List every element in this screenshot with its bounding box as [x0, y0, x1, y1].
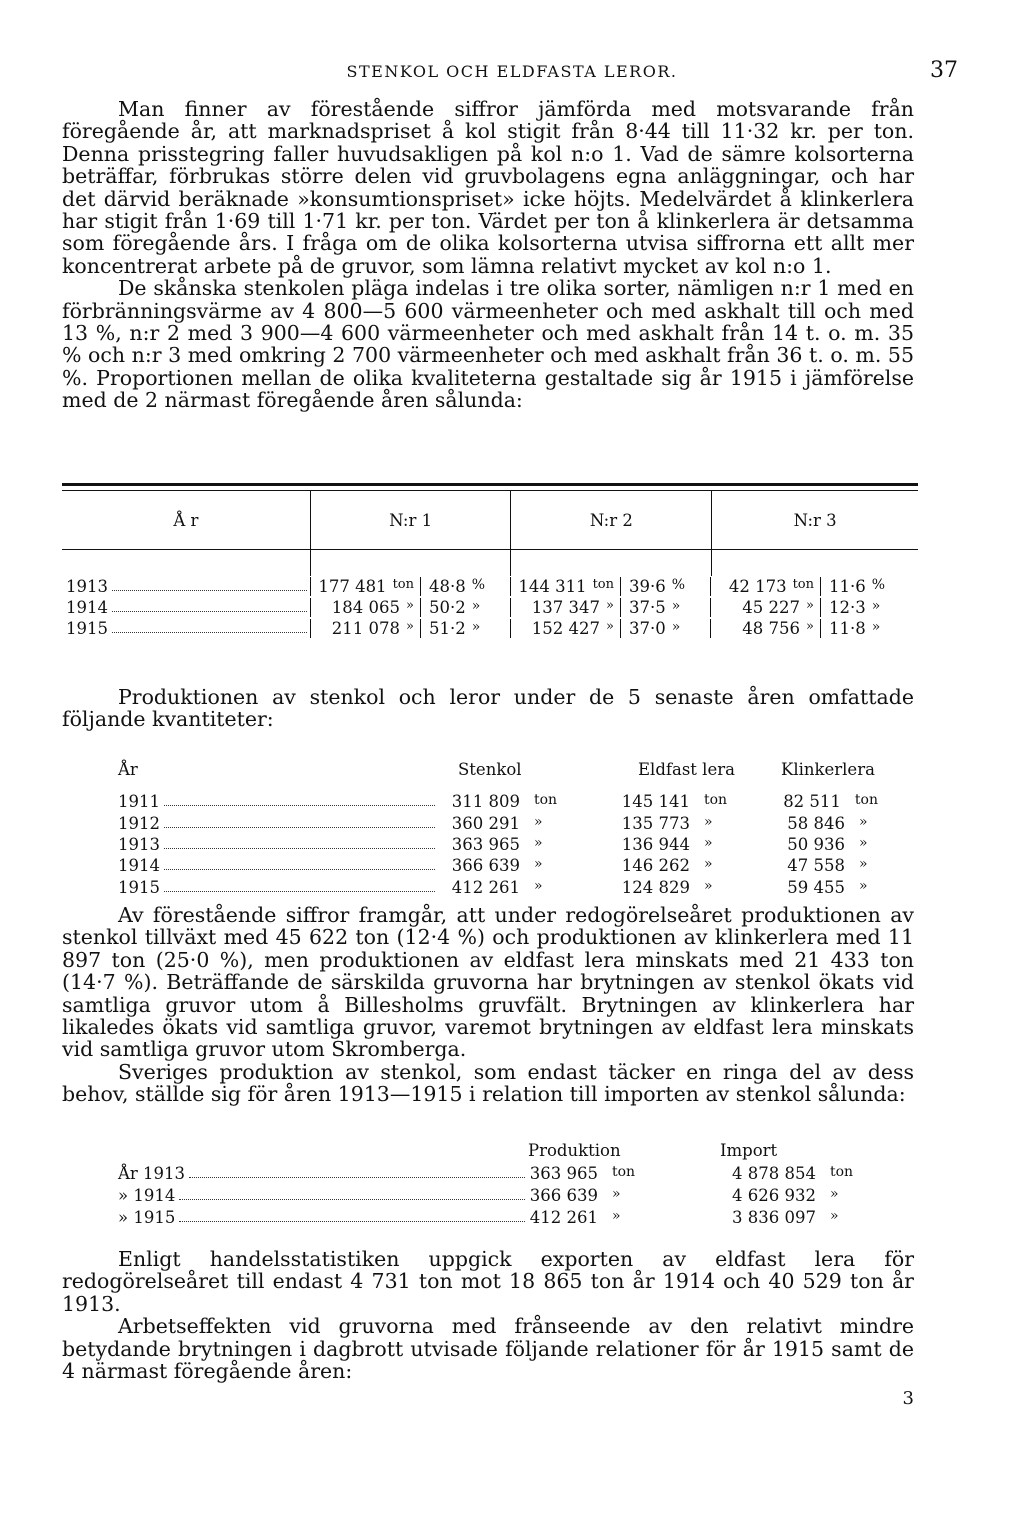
leader-dots [112, 590, 307, 591]
table-header [62, 491, 918, 550]
table-row [118, 1184, 878, 1206]
stenkol-cell [438, 792, 608, 811]
header-import: Import [720, 1140, 778, 1160]
stenkol-unit: » [534, 813, 543, 830]
leader-dots [112, 632, 307, 633]
production-unit: » [612, 1185, 621, 1202]
n2-pct-unit: » [671, 619, 681, 635]
klinker-value: 59 455 [787, 877, 845, 897]
n3-unit: » [806, 619, 814, 634]
year-cell [62, 577, 310, 596]
year-cell [62, 598, 310, 617]
table-body [118, 1162, 878, 1228]
klinker-unit: » [859, 813, 868, 830]
klinker-cell [763, 835, 878, 854]
import-unit: » [830, 1185, 839, 1202]
year-cell [118, 1208, 528, 1227]
klinker-unit: ton [854, 792, 878, 809]
stenkol-value: 360 291 [451, 813, 520, 833]
header-year: Å r [173, 510, 199, 530]
paragraph-coal-sorts: De skånska stenkolen pläga indelas i tre olika sorter, nämligen n:r 1 med en förbränningsvärme av 4 800—5 600 värmeenheter och med askhalt till och med 13 %, n:r 2 med 3 900—4 600 värmeenheter och med askhalt från 14 t. o. m. 35 % och n:r 3 med omkring 2 700 värmeenheter och med askhalt från 36 t. o. m. 55 %. Proportionen mellan de olika kvaliteterna gestaltade sig år 1915 i jämförelse med de 2 närmast föregående åren sålunda: [62, 276, 914, 413]
leader-dots [179, 1221, 525, 1222]
eldfast-cell [608, 814, 763, 833]
n3-ton: 42 173 [728, 577, 787, 596]
stenkol-value: 311 809 [451, 792, 520, 812]
header-eldfast: Eldfast lera [638, 759, 735, 779]
import-unit: ton [830, 1163, 854, 1180]
year-label: 1914 [118, 856, 160, 876]
n2-group [510, 598, 710, 617]
stenkol-unit: » [534, 856, 543, 873]
body-section-1 [62, 98, 914, 412]
stenkol-cell [438, 878, 608, 897]
year-label: 1914 [66, 598, 108, 617]
leader-dots [164, 869, 435, 870]
n1-ton: 211 078 [331, 619, 401, 638]
import-cell [728, 1186, 878, 1205]
signature-mark: 3 [902, 1388, 914, 1409]
production-unit: ton [612, 1163, 636, 1180]
n2-ton-cell [510, 577, 620, 596]
header-production: Produktion [528, 1140, 621, 1160]
n1-unit: » [406, 619, 414, 634]
table-row [118, 812, 878, 833]
n3-group [710, 598, 916, 617]
header-n1: N:r 1 [310, 491, 511, 549]
body-section-3 [62, 904, 914, 1106]
year-cell [118, 814, 438, 833]
eldfast-unit: » [704, 813, 713, 830]
eldfast-unit: » [704, 877, 713, 894]
production-cell [528, 1186, 728, 1205]
n2-pct-unit: » [671, 598, 681, 614]
body-section-2 [62, 686, 914, 731]
year-cell [118, 1164, 528, 1183]
import-value: 3 836 097 [732, 1207, 816, 1227]
table-row [118, 1162, 878, 1184]
n2-ton-cell [510, 598, 620, 617]
stenkol-unit: » [534, 877, 543, 894]
n3-pct-cell [820, 619, 916, 638]
eldfast-value: 124 829 [621, 877, 690, 897]
year-cell [118, 835, 438, 854]
import-value: 4 878 854 [732, 1163, 816, 1183]
table-body [62, 576, 918, 639]
year-label: » 1915 [118, 1207, 176, 1227]
n2-ton: 144 311 [518, 577, 587, 596]
n3-ton: 48 756 [742, 619, 801, 638]
table-row [62, 576, 918, 597]
n3-pct: 11·8 [829, 619, 866, 638]
eldfast-cell [608, 792, 763, 811]
n3-ton: 45 227 [742, 598, 801, 617]
n1-ton-cell [310, 577, 420, 596]
n1-pct-cell [420, 577, 510, 596]
n2-group [510, 619, 710, 638]
leader-dots [164, 805, 435, 806]
n1-unit: » [406, 598, 414, 613]
klinker-unit: » [859, 834, 868, 851]
table-row [118, 855, 878, 876]
year-label: 1915 [118, 877, 160, 897]
n3-unit: » [806, 598, 814, 613]
year-label: 1913 [118, 834, 160, 854]
n2-ton-cell [510, 619, 620, 638]
n1-group [310, 577, 510, 596]
year-cell [118, 878, 438, 897]
year-label: 1913 [66, 577, 108, 596]
leader-dots [189, 1177, 525, 1178]
import-value: 4 626 932 [732, 1185, 816, 1205]
n2-pct-unit: % [671, 577, 686, 593]
n2-pct-cell [620, 577, 710, 596]
klinker-unit: » [859, 856, 868, 873]
klinker-value: 58 846 [787, 813, 845, 833]
stenkol-value: 366 639 [451, 856, 520, 876]
n3-pct-unit: » [871, 598, 881, 614]
table-row [62, 597, 918, 618]
n2-pct-cell [620, 619, 710, 638]
klinker-cell [763, 878, 878, 897]
table-row [118, 791, 878, 812]
production-cell [528, 1164, 728, 1183]
table-header [118, 757, 878, 781]
n1-pct: 51·2 [429, 619, 466, 638]
year-cell [118, 1186, 528, 1205]
eldfast-unit: » [704, 834, 713, 851]
table-body [118, 791, 878, 898]
n2-group [510, 577, 710, 596]
n1-ton: 177 481 [318, 577, 387, 596]
n2-pct-cell [620, 598, 710, 617]
n1-pct-unit: » [471, 619, 481, 635]
stenkol-value: 412 261 [451, 877, 520, 897]
leader-dots [164, 891, 435, 892]
eldfast-unit: » [704, 856, 713, 873]
n1-unit: ton [392, 577, 414, 592]
header-year: År [118, 759, 138, 779]
n1-pct-unit: % [471, 577, 486, 593]
n1-group [310, 598, 510, 617]
eldfast-cell [608, 856, 763, 875]
header-n2: N:r 2 [510, 491, 711, 549]
n1-pct: 50·2 [429, 598, 466, 617]
n3-ton-cell [710, 598, 820, 617]
quality-table [62, 483, 918, 639]
n1-ton-cell [310, 598, 420, 617]
n3-pct-unit: » [871, 619, 881, 635]
stenkol-cell [438, 835, 608, 854]
table-header [118, 1138, 878, 1162]
n3-unit: ton [792, 577, 814, 592]
import-cell [728, 1208, 878, 1227]
paragraph-export: Enligt handelsstatistiken uppgick exporten av eldfast lera för redogörelseåret till endast 4 731 ton mot 18 865 ton år 1914 och 40 529 ton år 1913. [62, 1247, 914, 1316]
production-cell [528, 1208, 728, 1227]
n2-pct: 37·0 [629, 619, 666, 638]
n1-pct-unit: » [471, 598, 481, 614]
n3-pct-unit: % [871, 577, 886, 593]
n2-unit: » [606, 619, 614, 634]
page-number: 37 [930, 58, 958, 83]
n3-pct-cell [820, 577, 916, 596]
table-row [118, 877, 878, 898]
eldfast-value: 146 262 [621, 856, 690, 876]
table-spacer [62, 550, 918, 576]
n3-pct: 12·3 [829, 598, 866, 617]
import-table [118, 1138, 878, 1228]
klinker-cell [763, 792, 878, 811]
import-cell [728, 1164, 878, 1183]
production-value: 366 639 [529, 1185, 598, 1205]
production-value: 363 965 [529, 1163, 598, 1183]
year-label: År 1913 [118, 1163, 186, 1183]
year-cell [118, 792, 438, 811]
production-table [118, 757, 878, 898]
n1-ton: 184 065 [331, 598, 401, 617]
paragraph-production-intro: Produktionen av stenkol och leror under de 5 senaste åren omfattade följande kvantiteter: [62, 685, 914, 732]
n1-pct: 48·8 [429, 577, 466, 596]
leader-dots [164, 848, 435, 849]
klinker-unit: » [859, 877, 868, 894]
year-label: 1915 [66, 619, 108, 638]
leader-dots [112, 611, 307, 612]
n3-pct: 11·6 [829, 577, 866, 596]
paragraph-import-intro: Sveriges produktion av stenkol, som endast täcker en ringa del av dess behov, ställde sig för åren 1913—1915 i relation till importen av stenkol sålunda: [62, 1059, 914, 1107]
n1-ton-cell [310, 619, 420, 638]
paragraph-work-effect: Arbetseffekten vid gruvorna med frånseende av den relativt mindre betydande brytningen i dagbrott utvisade följande relationer för år 1915 samt de 4 närmast föregående åren: [62, 1314, 914, 1384]
table-row [118, 834, 878, 855]
year-cell [62, 619, 310, 638]
n2-pct: 37·5 [629, 598, 666, 617]
production-value: 412 261 [529, 1207, 598, 1227]
table-rule [62, 483, 918, 486]
stenkol-value: 363 965 [451, 834, 520, 854]
n3-group [710, 577, 916, 596]
leader-dots [179, 1199, 525, 1200]
year-label: » 1914 [118, 1185, 176, 1205]
klinker-cell [763, 814, 878, 833]
header-klinker: Klinkerlera [781, 759, 875, 779]
stenkol-cell [438, 814, 608, 833]
klinker-cell [763, 856, 878, 875]
import-unit: » [830, 1207, 839, 1224]
n2-unit: » [606, 598, 614, 613]
eldfast-cell [608, 835, 763, 854]
header-stenkol: Stenkol [458, 759, 522, 779]
table-row [118, 1206, 878, 1228]
stenkol-unit: ton [534, 792, 558, 809]
n3-ton-cell [710, 577, 820, 596]
n2-unit: ton [592, 577, 614, 592]
n2-ton: 137 347 [531, 598, 601, 617]
year-cell [118, 856, 438, 875]
n2-pct: 39·6 [629, 577, 666, 596]
header-n3: N:r 3 [711, 491, 918, 549]
n3-group [710, 619, 916, 638]
n3-pct-cell [820, 598, 916, 617]
n2-ton: 152 427 [531, 619, 601, 638]
klinker-value: 82 511 [783, 792, 841, 812]
leader-dots [164, 827, 435, 828]
paragraph-price: Man finner av förestående siffror jämförda med motsvarande från föregående år, att marknadspriset å kol stigit från 8·44 till 11·32 kr. per ton. Denna prisstegring faller huvudsakligen på kol n:o 1. Vad de sämre kolsorterna beträffar, förbrukas större delen vid gruvbolagens egna anläggningar, och har det därvid beräknade »konsumtionspriset» icke höjts. Medelvärdet å klinkerlera har stigit från 1·69 till 1·71 kr. per ton. Värdet per ton å klinkerlera är detsamma som föregående års. I fråga om de olika kolsorterna utvisa siffrorna ett allt mer koncentrerat arbete på de gruvor, som lämna relativt mycket av kol n:o 1. [62, 97, 914, 278]
stenkol-cell [438, 856, 608, 875]
eldfast-value: 135 773 [621, 813, 690, 833]
paragraph-analysis: Av förestående siffror framgår, att under redogörelseåret produktionen av stenkol tillväxt med 45 622 ton (12·4 %) och produktionen av klinkerlera med 11 897 ton (25·0 %), men produktionen av eldfast lera minskats med 21 433 ton (14·7 %). Beträffande de särskilda gruvorna har brytningen av stenkol ökats vid samtliga gruvor utom å Billesholms gruvfält. Brytningen av klinkerlera har likaledes ökats vid samtliga gruvor, varemot brytningen av eldfast lera minskats vid samtliga gruvor utom Skromberga. [62, 903, 914, 1062]
eldfast-cell [608, 878, 763, 897]
eldfast-unit: ton [704, 792, 728, 809]
n1-pct-cell [420, 619, 510, 638]
n1-pct-cell [420, 598, 510, 617]
production-unit: » [612, 1207, 621, 1224]
n3-ton-cell [710, 619, 820, 638]
year-label: 1911 [118, 792, 160, 812]
body-section-4 [62, 1248, 914, 1382]
eldfast-value: 145 141 [621, 792, 690, 812]
klinker-value: 47 558 [787, 856, 845, 876]
klinker-value: 50 936 [787, 834, 845, 854]
n1-group [310, 619, 510, 638]
running-title: STENKOL OCH ELDFASTA LEROR. [346, 62, 678, 81]
eldfast-value: 136 944 [621, 834, 690, 854]
table-row [62, 618, 918, 639]
year-label: 1912 [118, 813, 160, 833]
stenkol-unit: » [534, 834, 543, 851]
